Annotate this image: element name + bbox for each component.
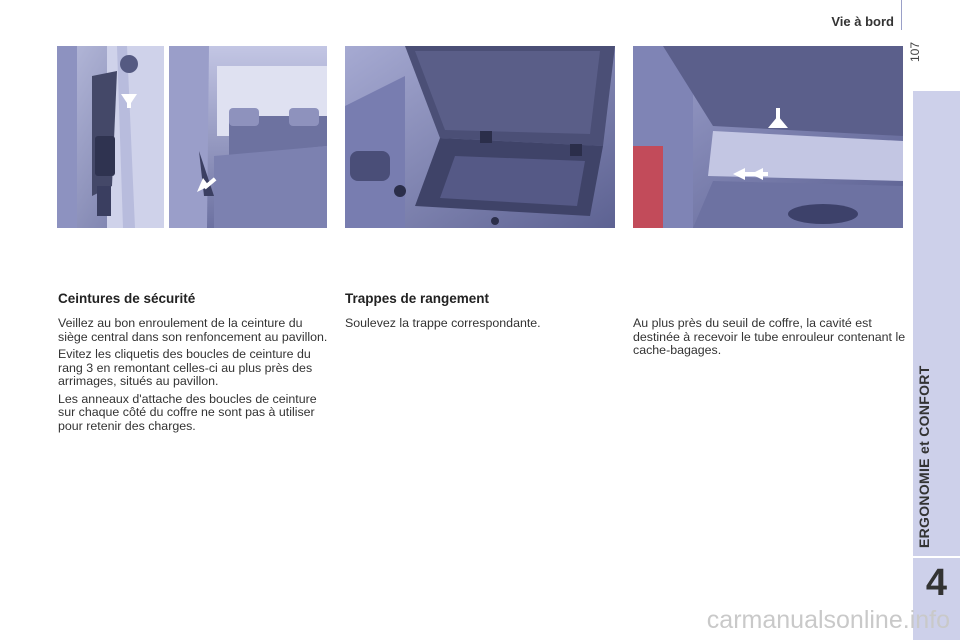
seat-belt-pillar-photo (57, 46, 164, 228)
storage-hatches-heading: Trappes de rangement (345, 291, 490, 306)
storage-hatches-paragraph: Soulevez la trappe correspondante. (345, 316, 541, 330)
chapter-number: 4 (925, 562, 948, 604)
boot-sill-cavity-photo (633, 46, 903, 228)
chapter-title: ERGONOMIE et CONFORT (916, 365, 932, 548)
running-header: Vie à bord (831, 14, 894, 29)
storage-hatches-text (345, 317, 615, 335)
seat-belts-heading: Ceintures de sécurité (58, 291, 196, 306)
seat-belts-text (58, 317, 333, 437)
seat-belts-paragraph: Veillez au bon enroulement de la ceinture du siège central dans son renfoncement au pavillon. (58, 316, 328, 344)
boot-cavity-text (633, 317, 908, 362)
storage-hatch-photo (345, 46, 615, 228)
page-number: 107 (908, 41, 922, 62)
seat-belts-paragraph: Evitez les cliquetis des boucles de ceinture du rang 3 en remontant celles-ci au plus près des arrimages, situés au pavillon. (58, 347, 313, 388)
boot-interior-photo (169, 46, 327, 228)
header-divider (901, 0, 902, 30)
seat-belts-paragraph: Les anneaux d'attache des boucles de ceinture sur chaque côté du coffre ne sont pas à utiliser pour retenir des charges. (58, 391, 317, 433)
tab-divider (913, 556, 960, 558)
boot-cavity-paragraph: Au plus près du seuil de coffre, la cavité est destinée à recevoir le tube enrouleur contenant le cache-bagages. (633, 316, 906, 357)
watermark: carmanualsonline.info (706, 606, 950, 634)
